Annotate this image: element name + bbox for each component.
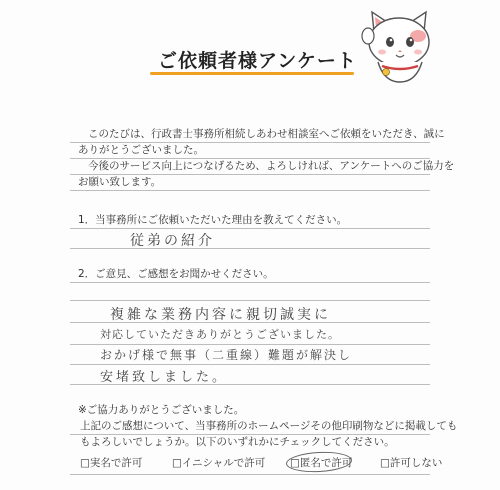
option-initials[interactable]: □イニシャルで許可 [172,457,266,469]
cat-mascot-icon [356,6,440,84]
consent-options [80,456,443,472]
question-2-answer-line-3: おかげ様で無事（二重線）難題が解決し [100,348,353,362]
intro-line-2: ありがとうございました。 [78,144,204,156]
question-1-answer: 従弟の紹介 [130,233,215,249]
question-2-label: 2．ご意見、ご感想をお聞かせください。 [78,268,274,280]
rule [70,158,430,159]
rule [70,434,430,435]
rule [70,142,430,143]
rule [70,364,430,365]
rule [70,344,430,345]
rule [70,474,430,475]
consent-thanks: ※ご協力ありがとうございました。 [78,404,245,416]
title-underline [150,72,354,75]
page-title: ご依頼者様アンケート [158,50,357,72]
consent-text-line-2: もよろしいでしょうか。以下のいずれかにチェックしてください。 [80,436,395,448]
rule [70,384,430,385]
question-2-answer-line-2: 対応していただきありがとうございました。 [100,328,340,341]
rule [70,248,430,249]
rule [70,282,430,283]
option-anonymous[interactable]: □匿名で許可 [290,457,353,469]
intro-line-3: 今後のサービス向上につなげるため、よろしければ、アンケートへのご協力を [88,160,455,172]
intro-line-4: お願い致します。 [78,176,162,188]
intro-line-1: このたびは、行政書士事務所相続しあわせ相談室へご依頼をいただき、誠に [88,128,445,140]
rule [70,190,430,191]
question-2-answer-line-4: 安堵致しました。 [100,370,229,385]
option-not-allowed[interactable]: □許可しない [380,457,443,469]
consent-text-line-1: 上記のご感想について、当事務所のホームページその他印刷物などに掲載しても [80,420,458,432]
option-real-name[interactable]: □実名で許可 [80,457,143,469]
rule [70,174,430,175]
rule [70,300,430,301]
question-1-label: 1．当事務所にご依頼いただいた理由を教えてください。 [78,214,348,226]
question-2-answer-line-1: 複雑な業務内容に親切誠実に [110,307,331,323]
rule [70,322,430,323]
rule [70,228,430,229]
